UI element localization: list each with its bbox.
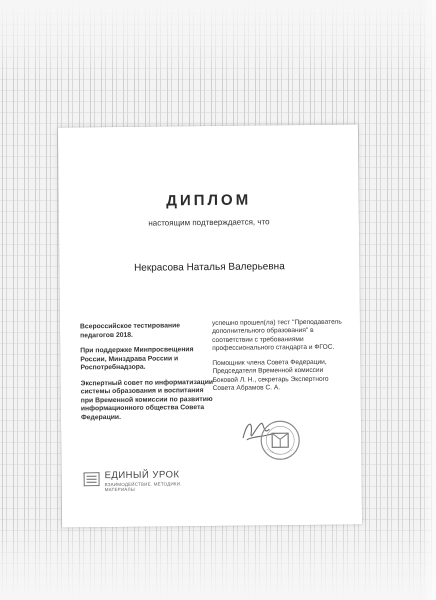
diploma-subtitle: настоящим подтверждается, что xyxy=(148,217,270,228)
expert-council-text: Экспертный совет по информатизации системы образования и воспитания при Временной комиссии по развитию информационного общества Совета Федерации. xyxy=(80,378,214,421)
testing-event-text: Всероссийское тестирование педагогов 2018. xyxy=(79,322,181,339)
stamp-icon xyxy=(259,419,301,461)
background-edge xyxy=(422,0,436,600)
test-result-text: успешно прошел(ла) тест "Преподаватель дополнительного образования" в соответствии с требованиями профессионального стандарта и ФГОС. xyxy=(211,318,342,352)
support-text: При поддержке Минпросвещения России, Минздрава России и Роспотребнадзора. xyxy=(80,346,194,372)
logo-icon xyxy=(84,472,100,486)
logo-tagline: ВЗАИМОДЕЙСТВИЕ. МЕТОДИКИ. МАТЕРИАЛЫ xyxy=(104,481,182,493)
diploma-panel xyxy=(58,124,362,527)
recipient-name: Некрасова Наталья Валерьевна xyxy=(133,261,285,274)
background-fade-top xyxy=(0,0,436,80)
result-column xyxy=(212,319,348,401)
background-fade-bottom xyxy=(0,520,436,600)
diploma-title: ДИПЛОМ xyxy=(166,191,252,210)
logo-name: ЕДИНЫЙ УРОК xyxy=(104,469,180,482)
organizers-column xyxy=(80,322,216,429)
edinyi-urok-logo xyxy=(84,469,204,492)
signatory-text: Помощник члена Совета Федерации, Председателя Временной комиссии Боковой Л. Н., секретарь Экспертного Совета Абрамов С. А. xyxy=(212,358,329,393)
